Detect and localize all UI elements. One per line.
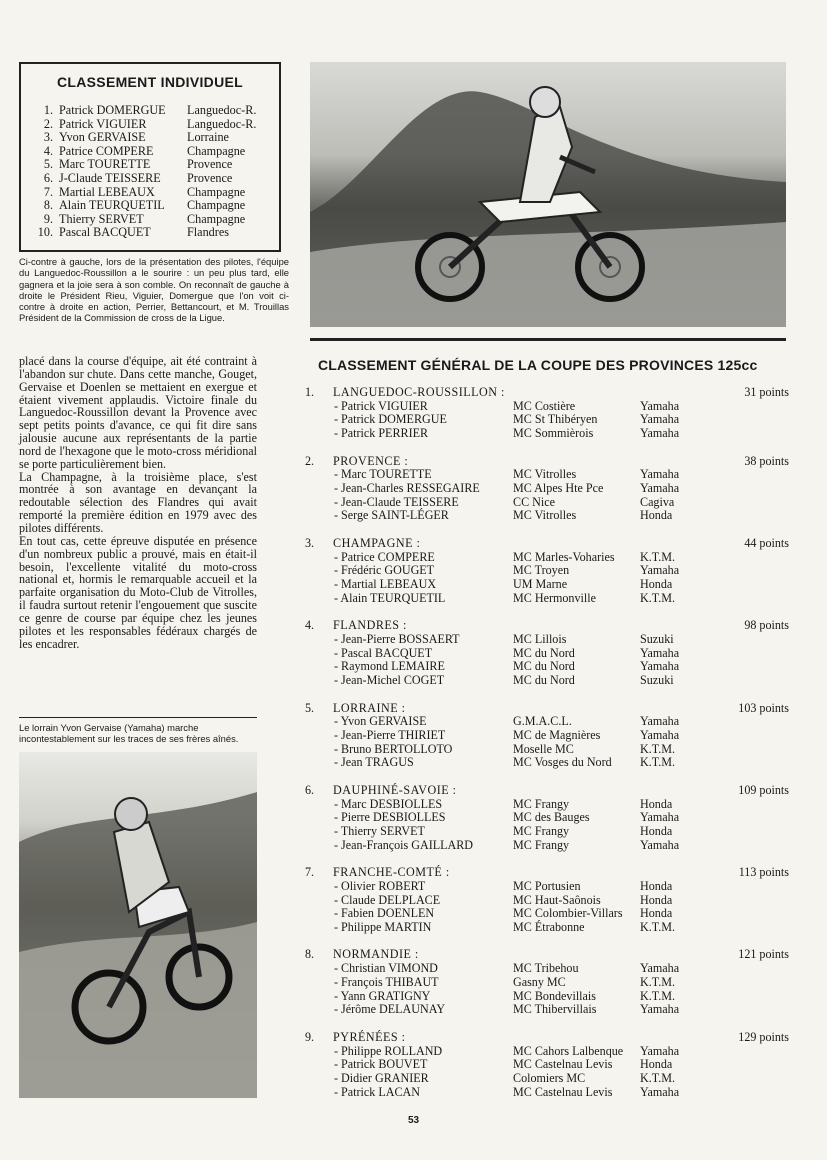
photo-rider-jump <box>310 62 786 327</box>
rider-club: MC Portusien <box>513 878 581 893</box>
individual-row <box>31 104 256 118</box>
rider-name: - Patrick VIGUIER <box>334 398 428 413</box>
rider-name: - Jean-Pierre THIRIET <box>334 727 446 742</box>
rider-make: Yamaha <box>640 1002 680 1017</box>
rider-club: G.M.A.C.L. <box>513 714 572 729</box>
team-rank: 4. <box>305 618 315 633</box>
rider-make: Yamaha <box>640 810 680 825</box>
rider-club: MC Castelnau Levis <box>513 1057 613 1072</box>
rider-row <box>305 427 789 441</box>
rider-row <box>305 990 789 1004</box>
rider-club: MC Frangy <box>513 796 570 811</box>
rider-name: - Serge SAINT-LÉGER <box>334 508 449 523</box>
motocross-photo-illustration-2 <box>19 752 257 1098</box>
rider-make: Yamaha <box>640 481 680 496</box>
rider-club: MC Thibervillais <box>513 1002 597 1017</box>
team-name: FLANDRES : <box>333 618 407 633</box>
region: Provence <box>187 157 233 172</box>
team-points: 38 points <box>744 453 789 468</box>
region: Champagne <box>187 184 246 199</box>
rider-make: Yamaha <box>640 837 680 852</box>
photo-caption-gervaise: Le lorrain Yvon Gervaise (Yamaha) marche incontestablement sur les traces de ses frères aînés. <box>19 717 257 745</box>
rider-row <box>305 468 789 482</box>
team-name: PYRÉNÉES : <box>333 1029 406 1044</box>
team-rank: 8. <box>305 947 315 962</box>
rider-make: Yamaha <box>640 563 680 578</box>
team-header <box>305 1031 789 1045</box>
rider-row <box>305 1058 789 1072</box>
rider-row <box>305 413 789 427</box>
rank: 3. <box>43 130 53 145</box>
team-block <box>305 784 789 853</box>
rider-make: Yamaha <box>640 412 680 427</box>
rider-make: Honda <box>640 796 673 811</box>
rider-club: MC Vitrolles <box>513 508 577 523</box>
rider-make: Yamaha <box>640 645 680 660</box>
rider-make: Yamaha <box>640 398 680 413</box>
rider-row <box>305 743 789 757</box>
rider-club: MC Bondevillais <box>513 988 596 1003</box>
team-points: 109 points <box>738 782 789 797</box>
rider-make: K.T.M. <box>640 549 676 564</box>
individual-row <box>31 199 256 213</box>
rider-name: - Raymond LEMAIRE <box>334 659 445 674</box>
rider-club: MC Étrabonne <box>513 919 585 934</box>
rider-name: J-Claude TEISSERE <box>59 170 161 185</box>
team-name: PROVENCE : <box>333 453 409 468</box>
rider-name: - Jean-Michel COGET <box>334 673 445 688</box>
rider-name: - Alain TEURQUETIL <box>334 590 446 605</box>
region: Flandres <box>187 225 229 240</box>
rider-club: MC Costière <box>513 398 576 413</box>
rank: 4. <box>43 143 53 158</box>
rider-club: MC Vitrolles <box>513 467 577 482</box>
photo-gervaise <box>19 752 257 1098</box>
article-body <box>19 355 257 650</box>
individual-row <box>31 158 256 172</box>
rider-make: Honda <box>640 1057 673 1072</box>
rider-name: Marc TOURETTE <box>59 157 151 172</box>
rider-make: Yamaha <box>640 1084 680 1099</box>
rider-make: Yamaha <box>640 659 680 674</box>
team-rank: 2. <box>305 453 315 468</box>
team-name: DAUPHINÉ-SAVOIE : <box>333 782 457 797</box>
team-header <box>305 537 789 551</box>
team-rank: 5. <box>305 700 315 715</box>
rider-name: - Patrick LACAN <box>334 1084 420 1099</box>
team-header <box>305 619 789 633</box>
rider-club: MC Hermonville <box>513 590 596 605</box>
rider-club: MC Sommièrois <box>513 426 594 441</box>
rider-club: MC de Magnières <box>513 727 601 742</box>
rank: 1. <box>43 103 53 117</box>
rider-name: - Patrick PERRIER <box>334 426 429 441</box>
rider-make: Yamaha <box>640 727 680 742</box>
rider-row <box>305 715 789 729</box>
rider-row <box>305 1003 789 1017</box>
page-number: 53 <box>407 1115 420 1126</box>
rank: 6. <box>43 170 53 185</box>
rider-row <box>305 921 789 935</box>
rider-club: MC du Nord <box>513 659 575 674</box>
individual-row <box>31 186 256 200</box>
rider-club: MC Frangy <box>513 837 570 852</box>
region: Champagne <box>187 143 246 158</box>
rider-name: - Philippe MARTIN <box>334 919 432 934</box>
team-points: 113 points <box>738 865 789 880</box>
team-header <box>305 866 789 880</box>
team-header <box>305 386 789 400</box>
rider-name: - Martial LEBEAUX <box>334 577 437 592</box>
team-points: 103 points <box>738 700 789 715</box>
rider-name: - Marc TOURETTE <box>334 467 432 482</box>
rider-row <box>305 839 789 853</box>
rider-row <box>305 976 789 990</box>
team-block <box>305 866 789 935</box>
rider-make: Honda <box>640 823 673 838</box>
region: Champagne <box>187 211 246 226</box>
rider-name: - Christian VIMOND <box>334 961 438 976</box>
rider-make: K.T.M. <box>640 741 676 756</box>
rider-name: - Jérôme DELAUNAY <box>334 1002 446 1017</box>
region: Champagne <box>187 198 246 213</box>
rider-club: MC Troyen <box>513 563 570 578</box>
rider-make: K.T.M. <box>640 590 676 605</box>
rider-name: - Marc DESBIOLLES <box>334 796 443 811</box>
rider-row <box>305 880 789 894</box>
rider-make: Honda <box>640 577 673 592</box>
rider-club: MC St Thibéryen <box>513 412 598 427</box>
team-block <box>305 702 789 771</box>
rider-make: Honda <box>640 906 673 921</box>
rider-club: MC Vosges du Nord <box>513 755 612 770</box>
rider-row <box>305 592 789 606</box>
rider-row <box>305 509 789 523</box>
rider-row <box>305 578 789 592</box>
team-points: 31 points <box>744 385 789 399</box>
rider-row <box>305 551 789 565</box>
rider-name: - Fabien DOENLEN <box>334 906 435 921</box>
team-header <box>305 948 789 962</box>
individual-row <box>31 131 256 145</box>
team-rank: 6. <box>305 782 315 797</box>
team-block <box>305 455 789 524</box>
team-name: FRANCHE-COMTÉ : <box>333 865 450 880</box>
individual-row <box>31 226 256 240</box>
rider-club: Gasny MC <box>513 974 566 989</box>
rider-name: - Olivier ROBERT <box>334 878 426 893</box>
rider-name: - Jean-Charles RESSEGAIRE <box>334 481 480 496</box>
rider-club: MC Castelnau Levis <box>513 1084 613 1099</box>
team-points: 98 points <box>744 618 789 633</box>
rider-name: - Bruno BERTOLLOTO <box>334 741 453 756</box>
rider-club: MC du Nord <box>513 673 575 688</box>
rider-row <box>305 1086 789 1100</box>
region: Lorraine <box>187 130 229 145</box>
team-name: LORRAINE : <box>333 700 406 715</box>
team-header <box>305 702 789 716</box>
rider-name: Patrick VIGUIER <box>59 116 147 131</box>
rider-row <box>305 660 789 674</box>
rider-club: Moselle MC <box>513 741 574 756</box>
team-block <box>305 1031 789 1100</box>
team-name: LANGUEDOC-ROUSSILLON : <box>333 385 505 399</box>
rank: 9. <box>43 211 53 226</box>
rider-row <box>305 674 789 688</box>
team-name: NORMANDIE : <box>333 947 419 962</box>
rider-row <box>305 496 789 510</box>
team-block <box>305 537 789 606</box>
individual-row <box>31 213 256 227</box>
rider-club: MC Frangy <box>513 823 570 838</box>
rider-make: Honda <box>640 508 673 523</box>
team-rank: 3. <box>305 535 315 550</box>
rider-row <box>305 798 789 812</box>
rider-name: - Claude DELPLACE <box>334 892 441 907</box>
rider-make: Yamaha <box>640 467 680 482</box>
region: Languedoc-R. <box>187 103 257 117</box>
team-header <box>305 784 789 798</box>
rider-make: K.T.M. <box>640 974 676 989</box>
rank: 5. <box>43 157 53 172</box>
rider-club: MC Lillois <box>513 631 567 646</box>
rider-row <box>305 811 789 825</box>
rider-club: MC Tribehou <box>513 961 579 976</box>
individual-row <box>31 172 256 186</box>
rank: 7. <box>43 184 53 199</box>
rider-row <box>305 894 789 908</box>
rider-name: Alain TEURQUETIL <box>59 198 165 213</box>
region: Provence <box>187 170 233 185</box>
team-rank: 9. <box>305 1029 315 1044</box>
team-name: CHAMPAGNE : <box>333 535 421 550</box>
general-classification-title: CLASSEMENT GÉNÉRAL DE LA COUPE DES PROVINCES 125cc <box>318 357 758 373</box>
rider-name: - Yvon GERVAISE <box>334 714 427 729</box>
photo-caption-team: Ci-contre à gauche, lors de la présentation des pilotes, l'équipe du Languedoc-Roussillon a le sourire : un peu plus tard, elle gagnera et la joie sera à son comble. On reconnaît de gauche à droite le Président Rieu, Viguier, Domergue que l'on voit ci-contre à droite en action, Perrier, Bettancourt, et M. Trouillas Président de la Commission de cross de la Ligue. <box>19 256 289 324</box>
rider-row <box>305 756 789 770</box>
rider-row <box>305 633 789 647</box>
rider-row <box>305 400 789 414</box>
rider-make: Yamaha <box>640 426 680 441</box>
rider-name: - Jean-François GAILLARD <box>334 837 474 852</box>
rider-make: K.T.M. <box>640 988 676 1003</box>
rank: 8. <box>43 198 53 213</box>
rider-name: - Jean-Pierre BOSSAERT <box>334 631 460 646</box>
team-points: 121 points <box>738 947 789 962</box>
rider-row <box>305 482 789 496</box>
rider-make: Honda <box>640 892 673 907</box>
rider-row <box>305 647 789 661</box>
region: Languedoc-R. <box>187 116 257 131</box>
rider-club: CC Nice <box>513 494 555 509</box>
rider-row <box>305 1045 789 1059</box>
individual-classification-box <box>19 62 281 252</box>
rider-make: K.T.M. <box>640 755 676 770</box>
rider-row <box>305 564 789 578</box>
rider-make: K.T.M. <box>640 919 676 934</box>
article-paragraph: En tout cas, cette épreuve disputée en présence d'un nombreux public a prouvé, mais en était-il besoin, l'excellente vitalité du moto-cross national et, hormis le remarquable accueil et la parfaite organisation du Moto-Club de Vitrolles, il faudra surtout retenir l'engouement que suscite ce genre de course par équipe chez les jeunes pilotes et les responsables fédéraux chargés de les encadrer. <box>19 533 257 651</box>
rider-name: - Jean TRAGUS <box>334 755 414 770</box>
rider-club: MC Marles-Voharies <box>513 549 615 564</box>
rider-make: Cagiva <box>640 494 675 509</box>
rider-club: MC des Bauges <box>513 810 590 825</box>
rider-name: - Philippe ROLLAND <box>334 1043 443 1058</box>
rider-row <box>305 962 789 976</box>
rank: 10. <box>37 225 53 240</box>
rider-name: Patrick DOMERGUE <box>59 103 166 117</box>
general-classification-table <box>305 386 789 1113</box>
rider-name: - Didier GRANIER <box>334 1070 429 1085</box>
rider-name: - Jean-Claude TEISSERE <box>334 494 459 509</box>
rider-name: - Pascal BACQUET <box>334 645 433 660</box>
rider-make: Suzuki <box>640 631 674 646</box>
rider-name: - Patrick BOUVET <box>334 1057 428 1072</box>
team-header <box>305 455 789 469</box>
rider-club: MC Haut-Saônois <box>513 892 601 907</box>
rider-name: - Patrick DOMERGUE <box>334 412 447 427</box>
individual-row <box>31 145 256 159</box>
rider-make: K.T.M. <box>640 1070 676 1085</box>
rank: 2. <box>43 116 53 131</box>
team-block <box>305 948 789 1017</box>
article-paragraph: placé dans la course d'équipe, ait été contraint à l'abandon sur chute. Dans cette manche, Gouget, Gervaise et Doenlen se mettaient en exergue et étaient vivement applaudis. Victoire finale du Languedoc-Roussillon devant la Provence avec sept petits points d'avance, ce qui fit dire sans jalousie aucune aux représentants de la partie nord de l'hexagone que le moto-cross méridional se porte particulièrement bien. <box>19 354 257 471</box>
motocross-photo-illustration <box>310 62 786 327</box>
team-block <box>305 386 789 441</box>
rider-row <box>305 1072 789 1086</box>
individual-row <box>31 118 256 132</box>
rider-row <box>305 729 789 743</box>
rider-name: Martial LEBEAUX <box>59 184 155 199</box>
rider-name: - Frédéric GOUGET <box>334 563 435 578</box>
rider-name: Patrice COMPERE <box>59 143 154 158</box>
rider-name: Pascal BACQUET <box>59 225 151 240</box>
rider-make: Yamaha <box>640 714 680 729</box>
rider-row <box>305 907 789 921</box>
section-divider <box>310 338 786 341</box>
team-points: 129 points <box>738 1029 789 1044</box>
rider-club: Colomiers MC <box>513 1070 586 1085</box>
individual-classification-title: CLASSEMENT INDIVIDUEL <box>57 74 243 90</box>
team-rank: 7. <box>305 865 315 880</box>
team-rank: 1. <box>305 385 315 399</box>
rider-name: Yvon GERVAISE <box>59 130 146 145</box>
team-block <box>305 619 789 688</box>
individual-classification-list <box>31 104 256 240</box>
rider-name: - Patrice COMPERE <box>334 549 435 564</box>
rider-club: MC Cahors Lalbenque <box>513 1043 624 1058</box>
rider-make: Honda <box>640 878 673 893</box>
rider-name: - Thierry SERVET <box>334 823 425 838</box>
rider-name: Thierry SERVET <box>59 211 144 226</box>
rider-club: MC Alpes Hte Pce <box>513 481 604 496</box>
rider-name: - Yann GRATIGNY <box>334 988 431 1003</box>
rider-club: MC Colombier-Villars <box>513 906 623 921</box>
rider-make: Yamaha <box>640 961 680 976</box>
team-points: 44 points <box>744 535 789 550</box>
rider-make: Yamaha <box>640 1043 680 1058</box>
rider-club: UM Marne <box>513 577 568 592</box>
rider-row <box>305 825 789 839</box>
rider-name: - François THIBAUT <box>334 974 439 989</box>
rider-club: MC du Nord <box>513 645 575 660</box>
rider-make: Suzuki <box>640 673 674 688</box>
rider-name: - Pierre DESBIOLLES <box>334 810 446 825</box>
article-paragraph: La Champagne, à la troisième place, s'est montrée à son avantage en devançant la redoutable sélection des Flandres qui avait remporté la première édition en 1979 avec des pilotes différents. <box>19 469 257 535</box>
